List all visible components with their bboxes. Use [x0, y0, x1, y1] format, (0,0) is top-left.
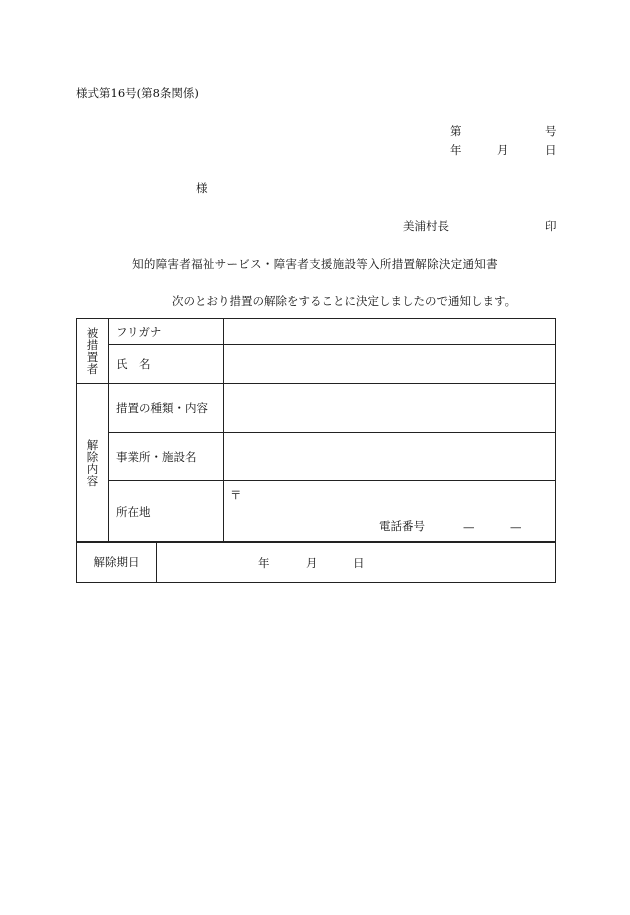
- address-field[interactable]: [224, 481, 556, 543]
- release-date-table: [76, 541, 556, 583]
- release-month-label: 月: [306, 556, 318, 570]
- group-char: 解: [86, 438, 99, 452]
- details-table: [76, 318, 556, 543]
- recipient-group-label: [77, 319, 109, 384]
- measure-type-label: 措置の種類・内容: [109, 384, 224, 433]
- facility-name-field[interactable]: [224, 433, 556, 481]
- group-char: 内: [86, 462, 99, 476]
- issuer-name: 美浦村長: [403, 219, 449, 233]
- phone-separator: —: [463, 520, 475, 534]
- seal-mark: 印: [545, 219, 557, 233]
- phone-separator: —: [510, 520, 522, 534]
- group-char: 被: [86, 326, 99, 340]
- name-field[interactable]: [224, 345, 556, 384]
- furigana-label: フリガナ: [109, 319, 224, 345]
- table-row: [77, 319, 556, 345]
- table-row: [77, 433, 556, 481]
- postal-mark: 〒: [230, 488, 242, 502]
- table-row: [77, 384, 556, 433]
- document-title: 知的障害者福祉サービス・障害者支援施設等入所措置解除決定通知書: [132, 257, 498, 271]
- header-day-label: 日: [545, 143, 557, 157]
- group-char: 者: [86, 362, 99, 376]
- facility-name-label: 事業所・施設名: [109, 433, 224, 481]
- addressee-suffix: 様: [196, 181, 208, 195]
- phone-label: 電話番号: [379, 519, 425, 533]
- group-char: 置: [86, 350, 99, 364]
- table-row: [77, 345, 556, 384]
- release-day-label: 日: [353, 556, 365, 570]
- name-label: 氏 名: [109, 345, 224, 384]
- document-number-prefix: 第: [450, 124, 462, 138]
- header-month-label: 月: [497, 143, 509, 157]
- release-year-label: 年: [258, 556, 270, 570]
- measure-type-field[interactable]: [224, 384, 556, 433]
- group-char: 措: [86, 338, 99, 352]
- group-char: 除: [86, 450, 99, 464]
- release-date-field[interactable]: [157, 542, 556, 583]
- address-label: 所在地: [109, 481, 224, 543]
- release-date-label: 解除期日: [77, 542, 157, 583]
- header-year-label: 年: [450, 143, 462, 157]
- table-row: [77, 481, 556, 543]
- document-number-suffix: 号: [545, 124, 557, 138]
- furigana-field[interactable]: [224, 319, 556, 345]
- intro-text: 次のとおり措置の解除をすることに決定しましたので通知します。: [172, 294, 517, 308]
- table-row: [77, 542, 556, 583]
- release-details-group-label: [77, 384, 109, 543]
- form-number: 様式第16号(第8条関係): [76, 86, 199, 100]
- group-char: 容: [86, 474, 99, 488]
